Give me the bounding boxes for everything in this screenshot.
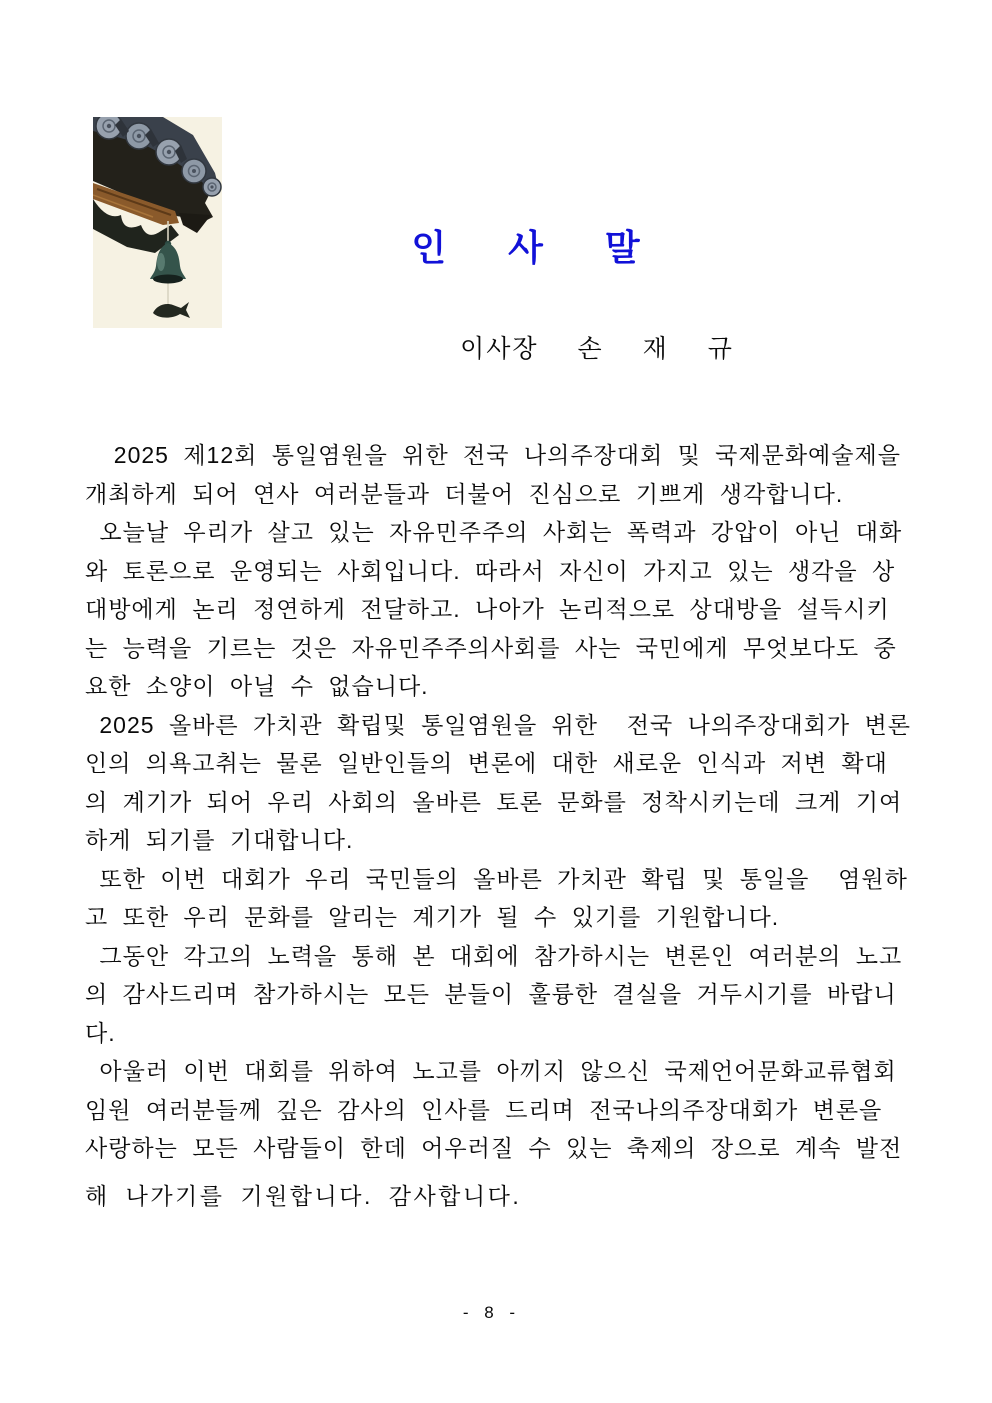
body-line: 의 감사드리며 참가하시는 모든 분들이 훌륭한 결실을 거두시기를 바랍니	[85, 981, 897, 1007]
body-line: 아울러 이번 대회를 위하여 노고를 아끼지 않으신 국제언어문화교류협회	[85, 1058, 897, 1084]
body-line: 하게 되기를 기대합니다.	[85, 827, 354, 853]
body-line: 오늘날 우리가 살고 있는 자유민주주의 사회는 폭력과 강압이 아닌 대화	[85, 519, 903, 545]
page-number: - 8 -	[462, 1303, 518, 1322]
author-line: 이사장 손 재 규	[460, 335, 734, 363]
body-line: 2025 올바른 가치관 확립및 통일염원을 위한 전국 나의주장대회가 변론	[85, 711, 911, 738]
body-line: 사랑하는 모든 사람들이 한데 어우러질 수 있는 축제의 장으로 계속 발전	[85, 1135, 903, 1161]
page-title: 인 사 말	[411, 227, 643, 268]
body-line: 고 또한 우리 문화를 알리는 계기가 될 수 있기를 기원합니다.	[85, 904, 780, 930]
body-line: 대방에게 논리 정연하게 전달하고. 나아가 논리적으로 상대방을 설득시키	[85, 596, 890, 622]
body-line: 해 나가기를 기원합니다. 감사합니다.	[85, 1182, 522, 1209]
body-line: 인의 의욕고취는 물론 일반인들의 변론에 대한 새로운 인식과 저변 확대	[85, 750, 888, 776]
body-line: 그동안 각고의 노력을 통해 본 대회에 참가하시는 변론인 여러분의 노고	[85, 942, 903, 969]
body-line: 또한 이번 대회가 우리 국민들의 올바른 가치관 확립 및 통일을 염원하	[85, 865, 908, 892]
body-line: 임원 여러분들께 깊은 감사의 인사를 드리며 전국나의주장대회가 변론을	[85, 1096, 883, 1123]
body-line: 개최하게 되어 연사 여러분들과 더불어 진심으로 기쁘게 생각합니다.	[85, 480, 844, 507]
body-line: 는 능력을 기르는 것은 자유민주주의사회를 사는 국민에게 무엇보다도 중	[85, 634, 897, 661]
body-line: 의 계기가 되어 우리 사회의 올바른 토론 문화를 정착시키는데 크게 기여	[85, 788, 903, 815]
body-line: 2025 제12회 통일염원을 위한 전국 나의주장대회 및 국제문화예술제을	[85, 442, 901, 468]
body-line: 요한 소양이 아닐 수 없습니다.	[85, 673, 429, 699]
greeting-body	[85, 436, 915, 1215]
body-line: 와 토론으로 운영되는 사회입니다. 따라서 자신이 가지고 있는 생각을 상	[85, 557, 896, 584]
body-line: 다.	[85, 1019, 116, 1046]
